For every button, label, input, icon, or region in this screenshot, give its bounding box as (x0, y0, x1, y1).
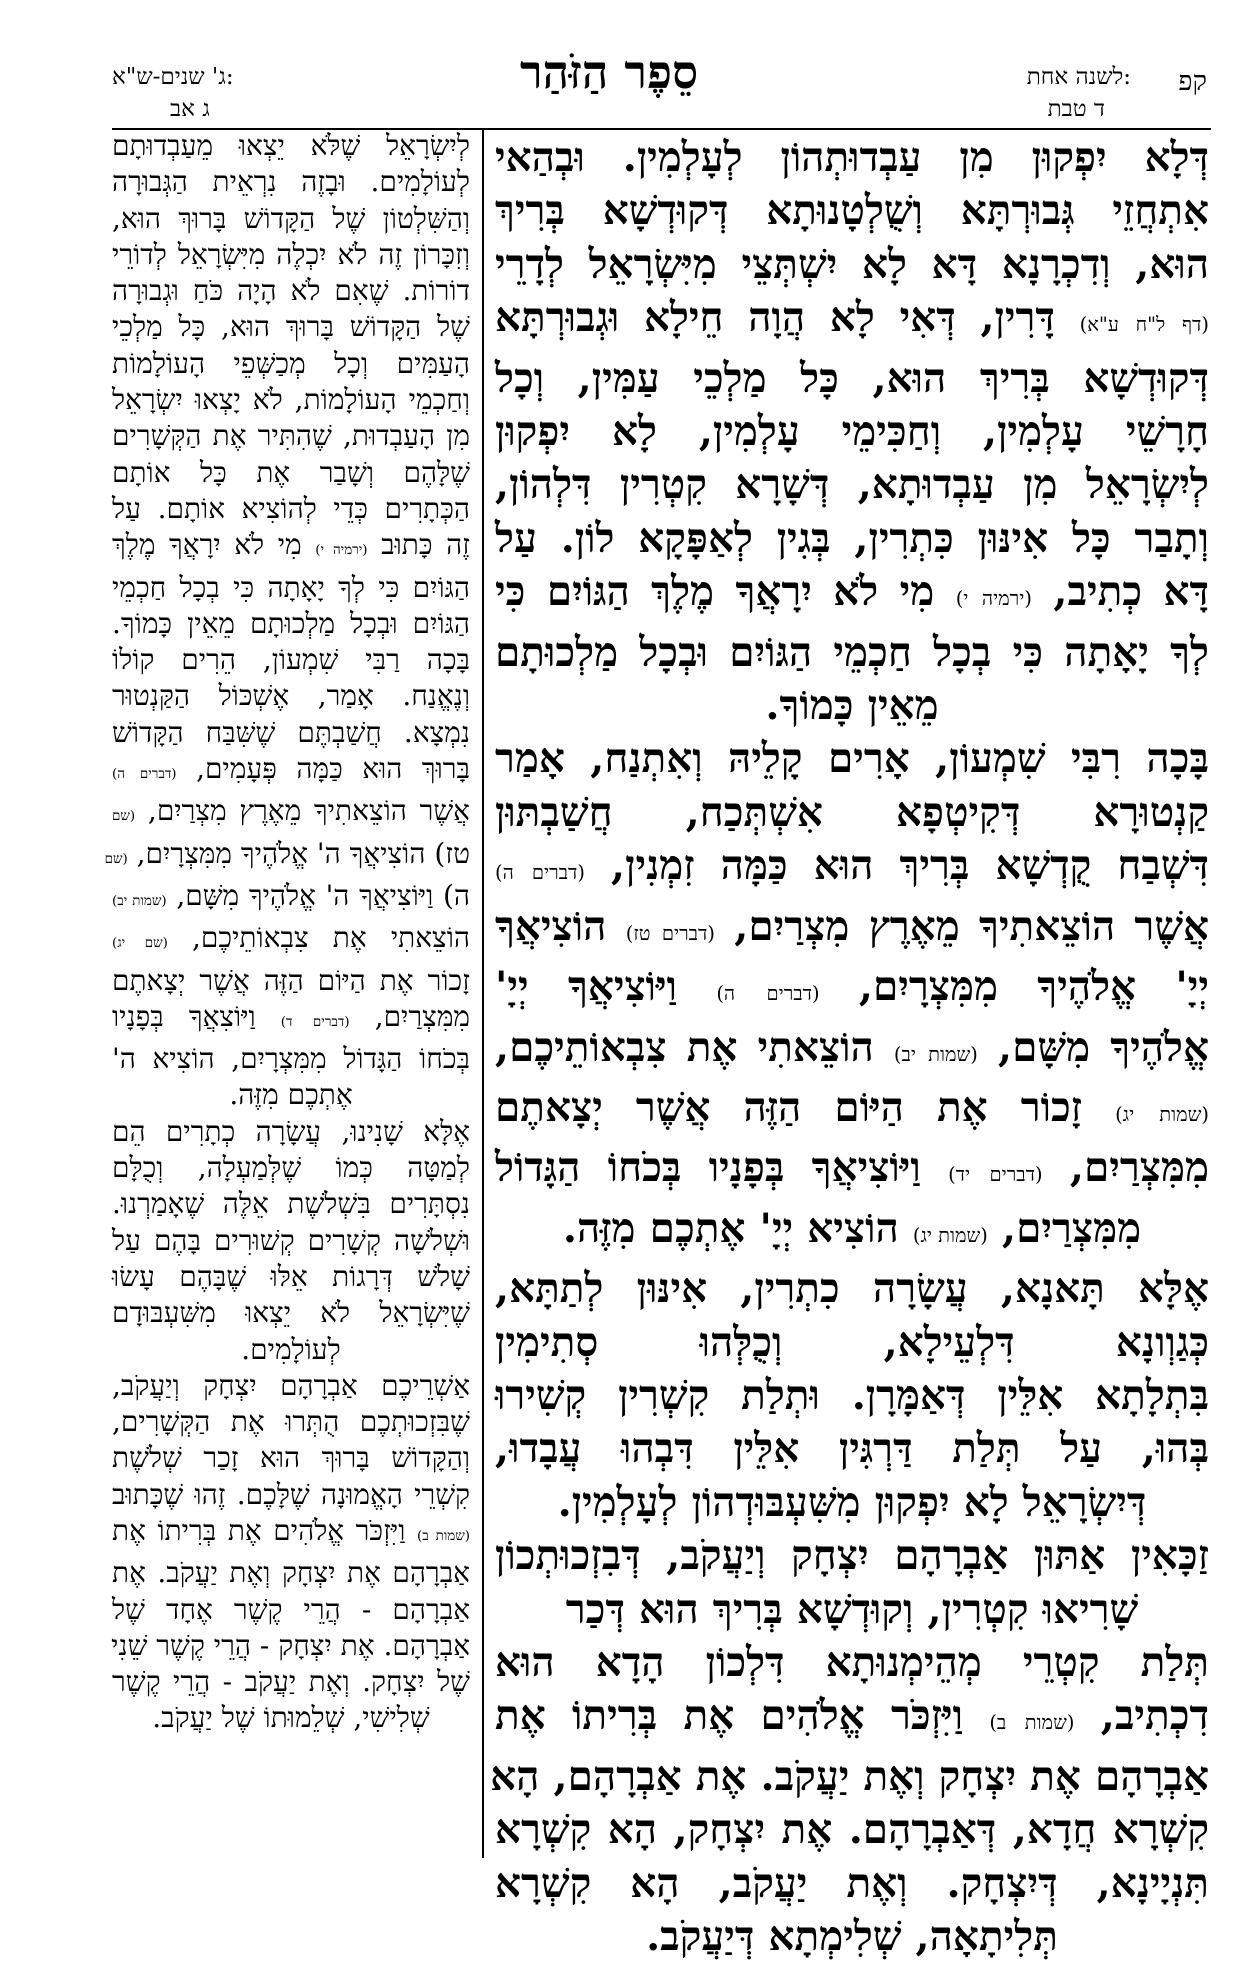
hebrew-line (112, 1440, 470, 1476)
aramaic-line (495, 1910, 1209, 1963)
text-segment: וַיּוֹצִיאֲךָ יְיָ' (495, 962, 678, 1011)
hebrew-line (112, 878, 470, 920)
text-segment: שָׁלֹשׁ דְּרָגוֹת אֵלּוּ שֶׁבָּהֶם עָשׂוּ (112, 1259, 470, 1293)
schedule-three-years-date: ג אב (170, 96, 210, 122)
schedule-one-year-date: ד טבת (1047, 96, 1105, 122)
text-segment: ה) (443, 878, 471, 912)
text-segment: לְמַטָּה כְּמוֹ שֶׁלְּמַעְלָה, וְכֻלָּם (112, 1151, 470, 1185)
hebrew-line (112, 678, 470, 714)
aramaic-line (495, 1529, 1209, 1582)
text-segment: אַבְרָהָם אֶת יִצְחָק וְאֶת יַעֲקֹב. אֶת (112, 1556, 470, 1590)
hebrew-line (112, 309, 470, 345)
aramaic-line (495, 291, 1209, 351)
text-segment: דָּא כְתִיב, (1053, 567, 1209, 616)
text-segment: נִסְתָּרִים בִּשְׁלֹשֶׁת אֵלֶּה שֶׁאָמַרְנוּ. (112, 1187, 470, 1221)
aramaic-line (495, 786, 1209, 839)
text-segment: דִּשְׁבַח קֻדְשָׁא בְּרִיךְ הוּא כַּמָּה זִמְנִין, (611, 841, 1209, 890)
text-segment: קִשְׁרָא חֲדָא, דְּאַבְרָהָם. אֶת יִצְחָק, הָא קִשְׁרָא (495, 1805, 1209, 1854)
text-segment: יְיָ' אֱלֹהֶיךָ מִמִּצְרָיִם, (858, 962, 1209, 1011)
aramaic-text-column (490, 131, 1210, 1963)
text-segment: וּשְׁלֹשָׁה קְשָׁרִים קְשׁוּרִים בָּהֶם עַל (112, 1223, 470, 1257)
aramaic-line (495, 1202, 1209, 1262)
text-segment: דָּרִין, דְּאִי לָא הֲוָה חֵילָא וּגְבוּרְתָּא (495, 293, 1055, 342)
page-number: קפ (1178, 66, 1207, 97)
text-segment: שָׁרִיאוּ קִטְרִין, וְקוּדְשָׁא בְּרִיךְ הוּא דְּכַר (565, 1584, 1139, 1633)
source-reference: (דברים ד) (280, 1014, 350, 1030)
text-segment: אַבְרָהָם אֶת יִצְחָק וְאֶת יַעֲקֹב. אֶת אַבְרָהָם, הָא (490, 1751, 1209, 1800)
aramaic-line (495, 565, 1209, 625)
source-reference: (דברים טז) (625, 921, 715, 945)
text-segment: כְּגַוְונָא דִּלְעֵילָא, וְכֻלְּהוּ סְתִימִין (495, 1317, 1209, 1366)
text-segment: וְתָבַר כָּל אִינּוּן כִּתְרִין, בְּגִין לְאַפָּקָא לוֹן. עַל (495, 513, 1209, 562)
text-segment: אֱלֹהֶיךָ מִשָּׁם, (998, 1022, 1209, 1071)
hebrew-line (112, 999, 470, 1041)
text-segment: לְעוֹלָמִים. וּבָזֶה נִרְאֵית הַגְּבוּרָה (112, 165, 470, 199)
book-title: סֵפֶר הַזֹּהַר (520, 45, 699, 99)
aramaic-line (495, 1636, 1209, 1689)
text-segment: הוֹצִיא יְיָ' אֶתְכֶם מִזֶּה. (562, 1203, 899, 1252)
aramaic-line (495, 1316, 1209, 1369)
hebrew-line (112, 1700, 470, 1736)
source-reference: (שמות ב) (989, 1711, 1075, 1735)
source-reference: (שמות יב) (893, 1042, 978, 1066)
text-segment: אֲשֶׁר הוֹצֵאתִיךָ מֵאֶרֶץ מִצְרַיִם, (147, 794, 470, 828)
aramaic-line (495, 1141, 1209, 1201)
hebrew-line (112, 642, 470, 678)
aramaic-line (495, 839, 1209, 899)
hebrew-line (112, 346, 470, 382)
text-segment: דְּלָא יִפְקוּן מִן עַבְדוּתְהוֹן לְעָלְמִין. וּבְהַאי (495, 133, 1209, 181)
hebrew-line (112, 715, 470, 751)
text-segment: מִמִּצְרַיִם, (1069, 1143, 1210, 1192)
source-reference: (דף ל"ח ע"א) (1079, 313, 1209, 337)
hebrew-line (112, 570, 470, 606)
hebrew-line (112, 1664, 470, 1700)
text-segment: הוֹצִיאֲךָ (495, 901, 607, 950)
text-segment: הָעַמִּים וְכָל מְכַשְּׁפֵי הָעוֹלָמוֹת (112, 346, 470, 380)
text-segment: אֶתְכֶם מִזֶּה. (229, 1078, 353, 1112)
hebrew-line (112, 1368, 470, 1404)
source-reference: (ירמיה י) (955, 587, 1032, 611)
text-segment: דְּקוּדְשָׁא בְּרִיךְ הוּא, כָּל מַלְכֵי עַמִּין, וְכָל (495, 353, 1209, 402)
source-reference: (שמות יג) (912, 1223, 988, 1247)
hebrew-line (112, 491, 470, 527)
hebrew-line (112, 418, 470, 454)
hebrew-line (112, 920, 470, 962)
aramaic-line (495, 238, 1209, 291)
text-segment: בָּרוּךְ הוּא כַּמָּה פְּעָמִים, (196, 752, 471, 786)
text-segment: הוֹצִיאֲךָ ה' אֱלֹהֶיךָ מִמִּצְרָיִם, (136, 836, 426, 870)
aramaic-line (495, 131, 1209, 184)
source-reference: (דברים ה) (495, 861, 585, 885)
hebrew-line (112, 128, 470, 164)
aramaic-line (495, 458, 1209, 511)
text-segment: מִי לֹא יִרָאֲךָ מֶלֶךְ (112, 528, 302, 562)
hebrew-line (104, 836, 470, 878)
aramaic-line (495, 1857, 1209, 1910)
text-segment: דוֹרוֹת. שֶׁאִם לֹא הָיָה כֹּחַ וּגְבוּרָה (112, 274, 470, 308)
text-segment: וְזִכָּרוֹן זֶה לֹא יִכְלֶה מִיִּשְׂרָאֵל לְדוֹרֵי (112, 237, 470, 271)
schedule-one-year: לשנה אחת: (1026, 64, 1131, 90)
text-segment: מִמִּצְרַיִם, (1001, 1203, 1142, 1252)
aramaic-line (490, 1750, 1209, 1803)
text-segment: בְּכֹחוֹ הַגָּדוֹל מִמִּצְרָיִם, הוֹצִיא ה' (112, 1042, 470, 1076)
text-segment: אֶלָּא תָּאנָא, עֲשָׂרָה כִתְרִין, אִינּוּן לְתַתָּא, (495, 1264, 1209, 1313)
text-segment: וַיּוֹצִיאֲךָ ה' אֱלֹהֶיךָ מִשָּׁם, (176, 878, 434, 912)
text-segment: אַבְרָהָם. אֶת יִצְחָק - הֲרֵי קֶשֶׁר שֵׁנִי (111, 1628, 470, 1662)
text-segment: קַנְטוּרָא דְּקִיטְפָא אִשְׁתְּכַח, חֲשַׁבְתּוּן (495, 787, 1209, 836)
text-segment: וַיּוֹצִאֲךָ בְּפָנָיו (112, 999, 256, 1033)
text-segment: וַיִּזְכֹּר אֱלֹהִים אֶת בְּרִיתוֹ אֶת (495, 1691, 963, 1740)
text-segment: וְנֶאֱנַח. אָמַר, אֶשְׁכּוֹל הַקַּנְטוּר (112, 679, 470, 713)
text-segment: שֶׁבִּזְכוּתְכֶם הֻתְּרוּ אֶת הַקְּשָׁרִים, (112, 1405, 470, 1439)
hebrew-line (112, 1150, 470, 1186)
text-segment: זֶה כָּתוּב (381, 528, 471, 562)
hebrew-line (112, 1513, 470, 1555)
source-reference: (שם (104, 851, 128, 867)
source-reference: (דברים ה) (112, 767, 177, 783)
text-segment: אֲשֶׁר הוֹצֵאתִיךָ מֵאֶרֶץ מִצְרַיִם, (734, 901, 1210, 950)
text-segment: לְיִשְׂרָאֵל מִן עַבְדוּתָא, דְּשָׁרָא קִטְרִין דִּלְהוֹן, (495, 460, 1209, 509)
source-reference: (שם יג) (112, 936, 168, 952)
text-segment: אֶלָּא שָׁנִינוּ, עֲשָׂרָה כְתָרִים הֵם (112, 1114, 470, 1148)
aramaic-line (495, 1021, 1209, 1081)
hebrew-line (112, 1077, 470, 1113)
aramaic-line (495, 1689, 1209, 1749)
text-segment: מִמִּצְרַיִם, (374, 999, 471, 1033)
aramaic-line (495, 1262, 1209, 1315)
text-segment: חָרָשֵׁי עָלְמִין, וְחַכִּימֵי עָלְמִין, לָא יִפְקוּן (495, 407, 1209, 456)
source-reference: (שם (112, 809, 136, 825)
aramaic-line (495, 512, 1209, 565)
hebrew-line (112, 273, 470, 309)
text-segment: נִמְצָא. חֲשַׁבְתֶּם שֶׁשִּׁבַּח הַקָּדוֹשׁ (112, 715, 470, 749)
source-reference: (שמות יב) (112, 893, 167, 909)
hebrew-line (112, 1041, 470, 1077)
text-segment: שֶׁל יִצְחָק. וְאֶת יַעֲקֹב - הֲרֵי קֶשֶׁר (112, 1665, 470, 1699)
aramaic-line (495, 1081, 1209, 1141)
aramaic-line (495, 352, 1209, 405)
hebrew-line (112, 382, 470, 418)
text-segment: וְחַכְמֵי הָעוֹלָמוֹת, לֹא יָצְאוּ יִשְׂרָאֵל (112, 383, 470, 417)
source-reference: (דברים יד) (948, 1163, 1043, 1187)
hebrew-line (112, 1223, 470, 1259)
aramaic-line (495, 184, 1209, 237)
text-segment: זָכוֹר אֶת הַיּוֹם הַזֶּה אֲשֶׁר יְצָאתֶם (495, 1082, 1083, 1131)
aramaic-line (495, 1369, 1209, 1422)
text-segment: אַבְרָהָם - הֲרֵי קֶשֶׁר אֶחָד שֶׁל (112, 1592, 470, 1626)
aramaic-line (495, 1803, 1209, 1856)
text-segment: בָּכָה רִבִּי שִׁמְעוֹן, אָרִים קָלֵיהּ וְאִתְנַח, אָמַר (495, 734, 1209, 783)
text-segment: בָּכָה רַבִּי שִׁמְעוֹן, הֵרִים קוֹלוֹ (112, 643, 470, 677)
hebrew-line (112, 1592, 470, 1628)
text-segment: אַשְׁרֵיכֶם אַבְרָהָם יִצְחָק וְיַעֲקֹב, (112, 1368, 470, 1402)
text-segment: הוֹצֵאתִי אֶת צִבְאוֹתֵיכֶם, (192, 921, 470, 955)
text-segment: וַיִּזְכֹּר אֱלֹהִים אֶת בְּרִיתוֹ אֶת (112, 1513, 406, 1547)
hebrew-line (112, 1555, 470, 1591)
text-segment: הַכְּתָרִים כְּדֵי לְהוֹצִיא אוֹתָם. עַל (112, 491, 470, 525)
text-segment: תִּנְיָינָא, דְּיִצְחָק. וְאֶת יַעֲקֹב, הָא קִשְׁרָא (495, 1858, 1209, 1907)
text-segment: שְׁלִישִׁי, שְׁלֵמוּתוֹ שֶׁל יַעֲקֹב. (152, 1701, 430, 1735)
text-segment: וַיּוֹצִיאֲךָ בְּפָנָיו בְּכֹחוֹ הַגָּדוֹל (495, 1143, 921, 1192)
text-segment: זַכָּאִין אַתּוּן אַבְרָהָם יִצְחָק וְיַעֲקֹב, דְּבִזְכוּתְכוֹן (495, 1531, 1209, 1580)
aramaic-line (495, 1476, 1209, 1529)
hebrew-line (112, 527, 470, 569)
text-segment: דְּיִשְׂרָאֵל לָא יִפְקוּן מִשִּׁעְבּוּדְהוֹן לְעָלְמִין. (557, 1477, 1147, 1526)
text-segment: תְּלַת קִטְרֵי מְהֵימְנוּתָא דִּלְכוֹן הָדָא הוּא (495, 1637, 1209, 1686)
text-segment: לְךָ יָאָתָה כִּי בְכָל חַכְמֵי הַגּוֹיִם וּבְכָל מַלְכוּתָם (495, 627, 1209, 676)
text-segment: הוּא, וְדִכְרָנָא דָּא לָא יִשְׁתְּצֵי מִיִּשְׂרָאֵל לְדָרֵי (495, 239, 1209, 288)
hebrew-line (112, 1628, 470, 1664)
aramaic-line (495, 900, 1209, 960)
hebrew-line (112, 201, 470, 237)
text-segment: לְעוֹלָמִים. (241, 1332, 341, 1366)
text-segment: תְּלִיתָאָה, שְׁלִימְתָא דְּיַעֲקֹב. (646, 1912, 1058, 1960)
text-segment: דִכְתִיב, (1100, 1691, 1209, 1740)
aramaic-line (495, 626, 1209, 679)
column-divider (482, 130, 484, 1858)
text-segment: הַגּוֹיִם וּבְכָל מַלְכוּתָם מֵאֵין כָּמוֹךָ. (112, 606, 470, 640)
text-segment: מֵאֵין כָּמוֹךָ. (765, 681, 939, 730)
text-segment: שֶׁל הַקָּדוֹשׁ בָּרוּךְ הוּא, כָּל מַלְכֵי (112, 310, 470, 344)
text-segment: שֶׁלָּהֶם וְשָׁבַר אֶת כָּל אוֹתָם (112, 455, 470, 489)
hebrew-line (112, 1295, 470, 1331)
hebrew-line (112, 1404, 470, 1440)
text-segment: מִי לֹא יִרָאֲךָ מֶלֶךְ הַגּוֹיִם כִּי (495, 567, 935, 616)
source-reference: (דברים ה) (716, 982, 820, 1006)
source-reference: (שמות ב) (416, 1528, 470, 1544)
hebrew-line (112, 237, 470, 273)
text-segment: טז) (434, 836, 470, 870)
source-reference: (שמות יג) (1115, 1102, 1209, 1126)
aramaic-line (495, 679, 1209, 732)
text-segment: שֶׁיִּשְׂרָאֵל לֹא יֵצְאוּ מִשִּׁעְבּוּדָם (112, 1296, 470, 1330)
hebrew-line (112, 1332, 470, 1368)
hebrew-translation-column (104, 128, 471, 1737)
hebrew-line (112, 1477, 470, 1513)
hebrew-line (112, 606, 470, 642)
hebrew-line (112, 751, 470, 793)
text-segment: הוֹצֵאתִי אֶת צִבְאוֹתֵיכֶם, (495, 1022, 874, 1071)
text-segment: זָכוֹר אֶת הַיּוֹם הַזֶּה אֲשֶׁר יְצָאתֶם (112, 963, 470, 997)
text-segment: קִשְׁרֵי הָאֱמוּנָה שֶׁלָּכֶם. זֶהוּ שֶׁכָּתוּב (112, 1477, 470, 1511)
hebrew-line (112, 455, 470, 491)
source-reference: (ירמיה י) (315, 543, 368, 559)
text-segment: בְּהוּ, עַל תְּלַת דַּרְגִּין אִלֵּין דִּבְהוּ עֲבָדוּ, (495, 1424, 1209, 1473)
text-segment: לְיִשְׂרָאֵל שֶׁלֹּא יֵצְאוּ מֵעַבְדוּתָם (112, 129, 470, 162)
schedule-three-years: ג' שנים-ש"א: (112, 64, 234, 90)
text-segment: אִתְחֲזֵי גְּבוּרְתָּא וְשֻׁלְטָנוּתָא דְּקוּדְשָׁא בְּרִיךְ (495, 186, 1209, 235)
hebrew-line (112, 1259, 470, 1295)
hebrew-line (112, 1114, 470, 1150)
hebrew-line (112, 1186, 470, 1222)
hebrew-line (112, 793, 470, 835)
aramaic-line (495, 1583, 1209, 1636)
text-segment: מִן הָעַבְדוּת, שֶׁהִתִּיר אֶת הַקְּשָׁרִים (112, 419, 470, 453)
aramaic-line (495, 960, 1209, 1020)
aramaic-line (495, 405, 1209, 458)
text-segment: וְהַשִּׁלְטוֹן שֶׁל הַקָּדוֹשׁ בָּרוּךְ הוּא, (112, 201, 470, 235)
text-segment: הַגּוֹיִם כִּי לְךָ יָאָתָה כִּי בְכָל חַכְמֵי (112, 570, 470, 604)
text-segment: וְהַקָּדוֹשׁ בָּרוּךְ הוּא זָכַר שְׁלֹשֶׁת (112, 1441, 470, 1475)
aramaic-line (495, 1422, 1209, 1475)
hebrew-line (112, 963, 470, 999)
page-header (0, 0, 1253, 120)
aramaic-line (495, 732, 1209, 785)
hebrew-line (112, 164, 470, 200)
text-segment: בִּתְלָתָא אִלֵּין דְּאַמָּרָן. וּתְלַת קִשְׁרִין קְשִׁירוּ (495, 1370, 1209, 1419)
